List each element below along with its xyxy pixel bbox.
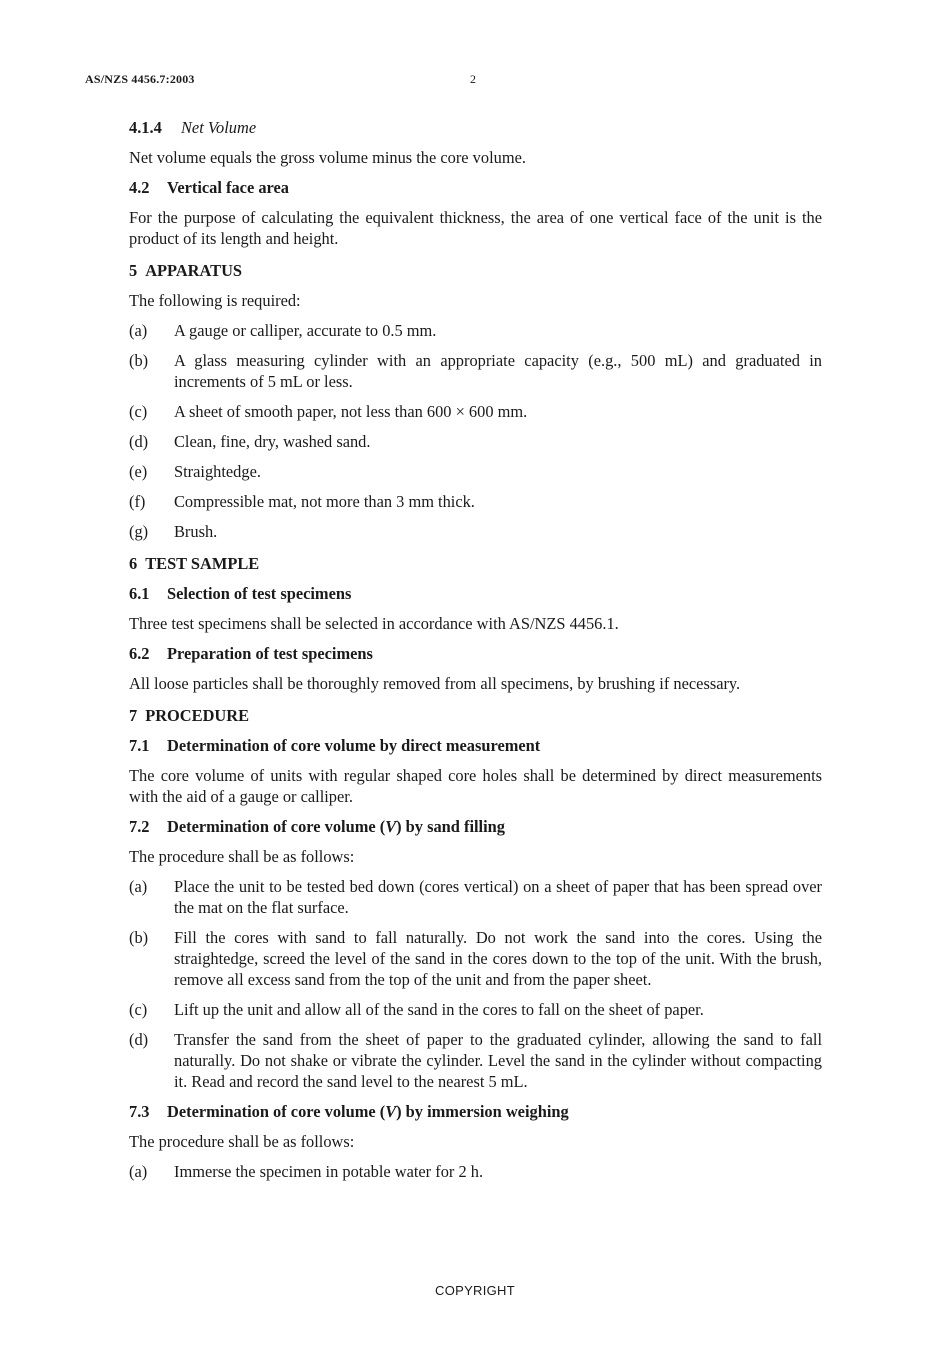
list-label: (g) xyxy=(129,522,149,541)
section-7-1-heading xyxy=(129,735,822,756)
list-label: (b) xyxy=(129,351,149,370)
sand-filling-steps xyxy=(129,876,822,1092)
list-label: (f) xyxy=(129,492,146,511)
section-7-3-intro: The procedure shall be as follows: xyxy=(129,1132,355,1151)
list-item xyxy=(129,401,822,422)
section-number: 7 xyxy=(129,706,138,725)
list-item xyxy=(129,521,822,542)
section-number: 5 xyxy=(129,261,138,280)
section-5-intro: The following is required: xyxy=(129,291,301,310)
section-title: Selection of test specimens xyxy=(167,584,352,603)
section-7-heading xyxy=(129,705,822,726)
section-number: 6 xyxy=(129,554,138,573)
copyright-footer: COPYRIGHT xyxy=(435,1283,515,1298)
list-label: (a) xyxy=(129,321,148,340)
list-label: (a) xyxy=(129,1162,148,1181)
list-text: Place the unit to be tested bed down (cores vertical) on a sheet of paper that has been spread over the mat on the flat surface. xyxy=(174,877,822,917)
list-label: (b) xyxy=(129,928,149,947)
list-item xyxy=(129,927,822,990)
section-6-1-heading xyxy=(129,583,822,604)
list-text: Fill the cores with sand to fall naturally. Do not work the sand into the cores. Using the straightedge, screed the level of the sand in the cores down to the top of the unit. With the brush, remove all excess sand from the top of the unit and from the paper sheet. xyxy=(174,928,822,989)
section-4-1-4-heading xyxy=(129,117,822,138)
section-title-end: ) by immersion weighing xyxy=(396,1102,569,1121)
section-4-2-text: For the purpose of calculating the equivalent thickness, the area of one vertical face of the unit is the product of its length and height. xyxy=(129,208,822,248)
list-item xyxy=(129,320,822,341)
list-item xyxy=(129,999,822,1020)
section-number: 7.2 xyxy=(129,817,150,836)
section-5-heading xyxy=(129,260,822,281)
section-7-2-heading xyxy=(129,816,822,837)
list-text: Lift up the unit and allow all of the sand in the cores to fall on the sheet of paper. xyxy=(174,1000,704,1019)
list-label: (c) xyxy=(129,1000,148,1019)
section-title: Preparation of test specimens xyxy=(167,644,373,663)
list-item xyxy=(129,431,822,452)
list-label: (a) xyxy=(129,877,148,896)
list-text: Clean, fine, dry, washed sand. xyxy=(174,432,371,451)
list-item xyxy=(129,491,822,512)
section-number: 7.3 xyxy=(129,1102,150,1121)
list-text: Compressible mat, not more than 3 mm thick. xyxy=(174,492,475,511)
section-7-3-heading xyxy=(129,1101,822,1122)
list-label: (d) xyxy=(129,432,149,451)
section-title: Vertical face area xyxy=(167,178,289,197)
list-item xyxy=(129,1161,822,1182)
document-standard-number: AS/NZS 4456.7:2003 xyxy=(85,72,195,86)
list-text: Brush. xyxy=(174,522,218,541)
list-text: Straightedge. xyxy=(174,462,261,481)
section-4-1-4-text: Net volume equals the gross volume minus the core volume. xyxy=(129,148,526,167)
section-6-1-text: Three test specimens shall be selected in accordance with AS/NZS 4456.1. xyxy=(129,614,619,633)
list-label: (d) xyxy=(129,1030,149,1049)
variable-v: V xyxy=(385,817,397,836)
immersion-weighing-steps xyxy=(129,1161,822,1182)
section-number: 7.1 xyxy=(129,736,150,755)
list-item xyxy=(129,461,822,482)
page-number: 2 xyxy=(470,72,476,86)
section-title: APPARATUS xyxy=(145,261,243,280)
section-title: Net Volume xyxy=(181,118,257,137)
section-number: 6.2 xyxy=(129,644,150,663)
section-title: PROCEDURE xyxy=(145,706,250,725)
section-4-2-heading xyxy=(129,177,822,198)
list-text: A sheet of smooth paper, not less than 600 × 600 mm. xyxy=(174,402,528,421)
section-number: 4.2 xyxy=(129,178,150,197)
section-title-start: Determination of core volume ( xyxy=(167,1102,386,1121)
list-text: A gauge or calliper, accurate to 0.5 mm. xyxy=(174,321,437,340)
section-6-2-text: All loose particles shall be thoroughly removed from all specimens, by brushing if necessary. xyxy=(129,674,741,693)
section-number: 4.1.4 xyxy=(129,118,162,137)
list-text: A glass measuring cylinder with an appropriate capacity (e.g., 500 mL) and graduated in increments of 5 mL or less. xyxy=(174,351,822,391)
list-label: (e) xyxy=(129,462,148,481)
section-title-end: ) by sand filling xyxy=(396,817,505,836)
list-text: Immerse the specimen in potable water for 2 h. xyxy=(174,1162,484,1181)
section-number: 6.1 xyxy=(129,584,150,603)
section-6-heading xyxy=(129,553,822,574)
list-text: Transfer the sand from the sheet of paper to the graduated cylinder, allowing the sand to fall naturally. Do not shake or vibrate the cylinder. Level the sand in the cylinder without compacting it. Read and record the sand level to the nearest 5 mL. xyxy=(174,1030,822,1091)
list-item xyxy=(129,876,822,918)
section-title: Determination of core volume by direct measurement xyxy=(167,736,541,755)
section-7-1-text: The core volume of units with regular shaped core holes shall be determined by direct measurements with the aid of a gauge or calliper. xyxy=(129,766,822,806)
document-body xyxy=(129,117,822,1191)
variable-v: V xyxy=(385,1102,397,1121)
section-title-start: Determination of core volume ( xyxy=(167,817,386,836)
apparatus-list xyxy=(129,320,822,542)
section-title: TEST SAMPLE xyxy=(145,554,260,573)
list-item xyxy=(129,1029,822,1092)
list-item xyxy=(129,350,822,392)
section-6-2-heading xyxy=(129,643,822,664)
section-7-2-intro: The procedure shall be as follows: xyxy=(129,847,355,866)
list-label: (c) xyxy=(129,402,148,421)
